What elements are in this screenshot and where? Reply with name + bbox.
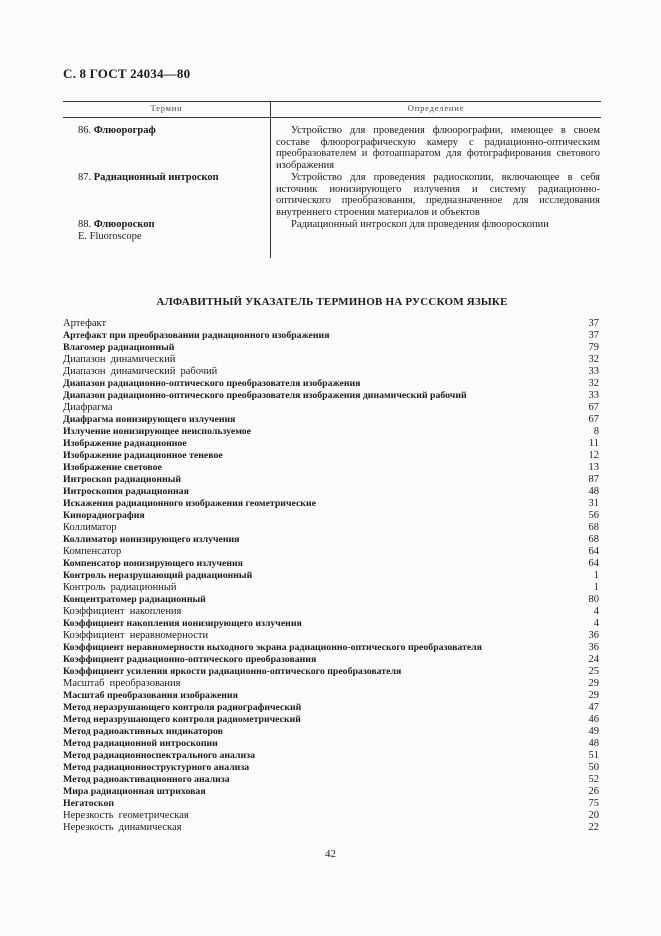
index-page-number: 49 <box>588 726 599 737</box>
index-item <box>63 426 599 438</box>
index-item <box>63 510 599 522</box>
index-term: Диафрагма <box>63 402 113 413</box>
index-page-number: 29 <box>588 690 599 701</box>
index-page-number: 11 <box>588 438 599 449</box>
index-item <box>63 750 599 762</box>
index-term: Коэффициент усиления яркости радиационно-оптического преобразователя <box>63 666 402 677</box>
index-page-number: 29 <box>588 678 599 689</box>
index-item <box>63 330 599 342</box>
index-item <box>63 414 599 426</box>
index-page-number: 68 <box>588 534 599 545</box>
index-term: Коэффициент накопления ионизирующего излучения <box>63 618 302 629</box>
index-term: Контроль радиационный <box>63 582 177 593</box>
index-item <box>63 738 599 750</box>
index-term: Артефакт при преобразовании радиационного изображения <box>63 330 330 341</box>
index-item <box>63 498 599 510</box>
index-term: Масштаб преобразования <box>63 678 181 689</box>
index-term: Артефакт <box>63 318 107 329</box>
index-term: Коэффициент радиационно-оптического преобразования <box>63 654 317 665</box>
index-item <box>63 726 599 738</box>
index-page-number: 87 <box>588 474 599 485</box>
index-item <box>63 558 599 570</box>
index-item <box>63 810 599 822</box>
index-item <box>63 354 599 366</box>
index-term: Метод неразрушающего контроля радиометрический <box>63 714 301 725</box>
term-number: 87. <box>78 172 92 183</box>
header-definition: Определение <box>407 103 465 113</box>
definition-88: Радиационный интроскоп для проведения флюороскопии <box>291 219 549 230</box>
index-item <box>63 486 599 498</box>
index-page-number: 24 <box>588 654 599 665</box>
term-name: Флюорограф <box>93 125 156 136</box>
index-item <box>63 606 599 618</box>
index-term: Излучение ионизирующее неиспользуемое <box>63 426 251 437</box>
term-entry-87 <box>78 172 263 184</box>
index-term: Коэффициент накопления <box>63 606 182 617</box>
index-item <box>63 678 599 690</box>
index-page-number: 26 <box>588 786 599 797</box>
table-header-row <box>63 101 601 118</box>
index-term: Коллиматор ионизирующего излучения <box>63 534 240 545</box>
index-page-number: 25 <box>588 666 599 677</box>
index-term: Метод неразрушающего контроля радиографический <box>63 702 302 713</box>
index-term: Контроль неразрушающий радиационный <box>63 570 253 581</box>
index-page-number: 37 <box>588 330 599 341</box>
index-term: Метод радиационной интроскопии <box>63 738 218 749</box>
index-page-number: 50 <box>588 762 599 773</box>
index-item <box>63 534 599 546</box>
page-header-title: С. 8 ГОСТ 24034—80 <box>63 66 191 81</box>
index-page-number: 13 <box>588 462 599 473</box>
index-page-number: 51 <box>588 750 599 761</box>
index-term: Метод радиоактивных индикаторов <box>63 726 223 737</box>
term-number: 88. <box>78 219 92 230</box>
terms-table <box>63 101 601 258</box>
index-page-number: 36 <box>588 642 599 653</box>
index-page-number: 32 <box>588 354 599 365</box>
index-item <box>63 642 599 654</box>
term-entry-86 <box>78 125 263 137</box>
index-page-number: 12 <box>588 450 599 461</box>
index-item <box>63 474 599 486</box>
index-page-number: 46 <box>588 714 599 725</box>
index-term: Нерезкость геометрическая <box>63 810 189 821</box>
index-page-number: 32 <box>588 378 599 389</box>
index-term: Коэффициент неравномерности <box>63 630 209 641</box>
page-number: 42 <box>325 848 336 860</box>
index-page-number: 64 <box>588 558 599 569</box>
index-term: Интроскопия радиационная <box>63 486 189 497</box>
index-page-number: 33 <box>588 366 599 377</box>
index-item <box>63 618 599 630</box>
index-term: Коэффициент неравномерности выходного экрана радиационно-оптического преобразователя <box>63 642 482 653</box>
index-page-number: 20 <box>588 810 599 821</box>
index-term: Нерезкость динамическая <box>63 822 182 833</box>
index-page-number: 80 <box>588 594 599 605</box>
index-page-number: 68 <box>588 522 599 533</box>
index-item <box>63 762 599 774</box>
term-name: Флюороскоп <box>93 219 155 230</box>
index-term: Метод радиационноспектрального анализа <box>63 750 256 761</box>
index-item <box>63 318 599 330</box>
index-term: Компенсатор ионизирующего излучения <box>63 558 243 569</box>
term-name: Радиационный интроскоп <box>93 172 219 183</box>
index-page-number: 36 <box>588 630 599 641</box>
term-english: E. Fluoroscope <box>78 230 142 242</box>
index-item <box>63 630 599 642</box>
index-term: Изображение радиационное <box>63 438 187 449</box>
index-item <box>63 342 599 354</box>
index-page-number: 75 <box>588 798 599 809</box>
index-item <box>63 438 599 450</box>
index-page-number: 48 <box>588 738 599 749</box>
index-item <box>63 714 599 726</box>
index-page-number: 67 <box>588 402 599 413</box>
definition-87: Устройство для проведения радиоскопии, включающее в себя источник ионизирующего излучения и систему радиационно-оптического преобразования, предназначенное для исследования внутреннего строения материалов и объектов <box>276 172 600 218</box>
index-term: Влагомер радиационный <box>63 342 175 353</box>
index-term: Масштаб преобразования изображения <box>63 690 238 701</box>
index-term: Коллиматор <box>63 522 117 533</box>
index-term: Негатоскоп <box>63 798 115 809</box>
index-term: Искажения радиационного изображения геометрические <box>63 498 316 509</box>
index-term: Интроскоп радиационный <box>63 474 182 485</box>
index-term: Мира радиационная штриховая <box>63 786 206 797</box>
table-body <box>63 118 601 258</box>
index-item <box>63 690 599 702</box>
index-item <box>63 798 599 810</box>
index-item <box>63 390 599 402</box>
index-item <box>63 654 599 666</box>
index-page-number: 64 <box>588 546 599 557</box>
index-page-number: 48 <box>588 486 599 497</box>
index-item <box>63 822 599 834</box>
index-item <box>63 774 599 786</box>
index-term: Диапазон динамический <box>63 354 176 365</box>
term-number: 86. <box>78 125 92 136</box>
index-term: Изображение световое <box>63 462 162 473</box>
index-term: Диапазон динамический рабочий <box>63 366 218 377</box>
index-item <box>63 582 599 594</box>
index-item <box>63 702 599 714</box>
index-term: Диафрагма ионизирующего излучения <box>63 414 236 425</box>
index-page-number: 22 <box>588 822 599 833</box>
index-item <box>63 594 599 606</box>
header-term: Термин <box>150 103 183 113</box>
index-page-number: 4 <box>593 606 599 617</box>
index-page-number: 4 <box>593 618 599 629</box>
index-term: Концентратомер радиационный <box>63 594 206 605</box>
index-heading: АЛФАВИТНЫЙ УКАЗАТЕЛЬ ТЕРМИНОВ НА РУССКОМ ЯЗЫКЕ <box>156 296 508 308</box>
index-page-number: 79 <box>588 342 599 353</box>
index-page-number: 33 <box>588 390 599 401</box>
index-item <box>63 786 599 798</box>
index-page-number: 52 <box>588 774 599 785</box>
index-term: Кинорадиография <box>63 510 145 521</box>
index-item <box>63 546 599 558</box>
index-page-number: 47 <box>588 702 599 713</box>
index-term: Изображение радиационное теневое <box>63 450 223 461</box>
term-entry-88 <box>78 219 263 242</box>
index-item <box>63 666 599 678</box>
index-item <box>63 402 599 414</box>
alphabetical-index <box>63 318 599 834</box>
index-page-number: 31 <box>588 498 599 509</box>
definition-86: Устройство для проведения флюорографии, имеющее в своем составе флюорографическую камеру с радиационно-оптическим преобразователем и фотоаппаратом для фотографирования светового изображения <box>276 125 600 171</box>
index-page-number: 1 <box>593 570 599 581</box>
index-page-number: 67 <box>588 414 599 425</box>
index-term: Диапазон радиационно-оптического преобразователя изображения динамический рабочий <box>63 390 467 401</box>
index-item <box>63 462 599 474</box>
index-page-number: 8 <box>593 426 599 437</box>
index-item <box>63 366 599 378</box>
index-item <box>63 450 599 462</box>
index-term: Компенсатор <box>63 546 122 557</box>
index-term: Метод радиационноструктурного анализа <box>63 762 250 773</box>
index-item <box>63 522 599 534</box>
index-page-number: 56 <box>588 510 599 521</box>
index-page-number: 37 <box>588 318 599 329</box>
index-item <box>63 570 599 582</box>
index-term: Диапазон радиационно-оптического преобразователя изображения <box>63 378 361 389</box>
index-page-number: 1 <box>593 582 599 593</box>
column-divider <box>270 118 271 258</box>
index-term: Метод радиоактивационного анализа <box>63 774 230 785</box>
index-item <box>63 378 599 390</box>
